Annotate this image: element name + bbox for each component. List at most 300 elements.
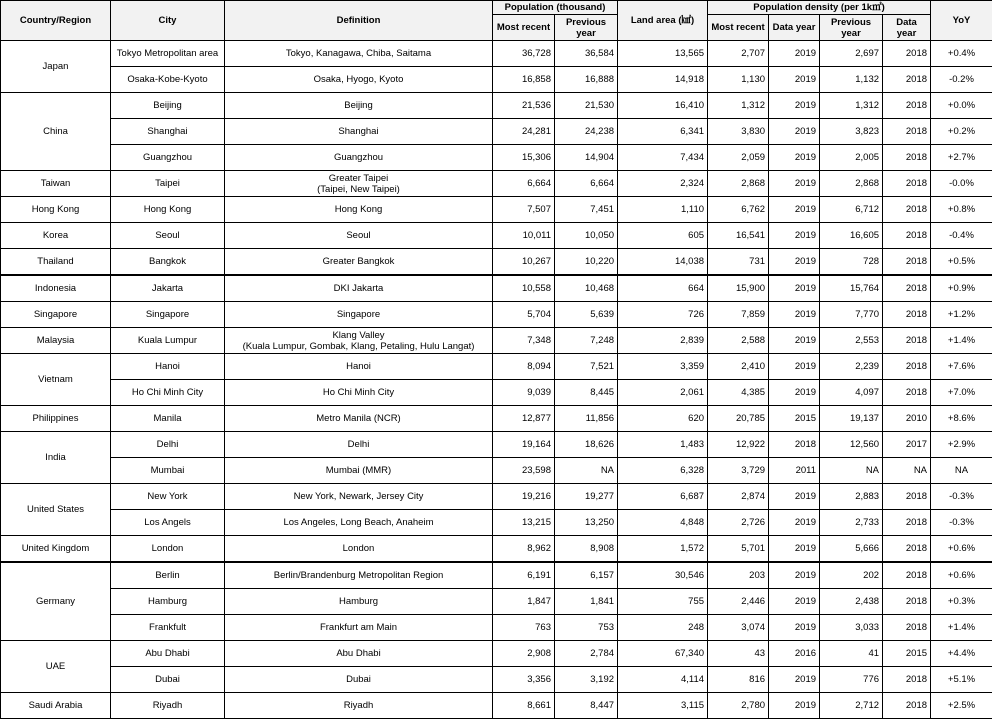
pop-previous-cell: 10,220 (555, 249, 618, 276)
pop-previous-cell: 11,856 (555, 406, 618, 432)
data-year-prev-cell: 2018 (883, 67, 931, 93)
pop-previous-cell: 6,664 (555, 171, 618, 197)
country-cell: Korea (1, 223, 111, 249)
yoy-cell: -0.3% (931, 484, 992, 510)
land-area-cell: 2,839 (618, 328, 708, 354)
table-row (1, 406, 992, 432)
header-data-year: Data year (769, 15, 820, 41)
table-row (1, 641, 992, 667)
table-row (1, 589, 992, 615)
data-year-cell: 2019 (769, 562, 820, 589)
density-previous-cell: 4,097 (820, 380, 883, 406)
pop-previous-cell: 753 (555, 615, 618, 641)
city-cell: London (111, 536, 225, 563)
density-previous-cell: 41 (820, 641, 883, 667)
density-recent-cell: 203 (708, 562, 769, 589)
yoy-cell: -0.3% (931, 510, 992, 536)
header-pop-recent: Most recent (493, 15, 555, 41)
yoy-cell: +8.6% (931, 406, 992, 432)
density-previous-cell: 2,883 (820, 484, 883, 510)
yoy-cell: +0.8% (931, 197, 992, 223)
header-pop-previous: Previous year (555, 15, 618, 41)
land-area-cell: 3,115 (618, 693, 708, 719)
pop-recent-cell: 8,962 (493, 536, 555, 563)
density-previous-cell: 16,605 (820, 223, 883, 249)
definition-cell: Singapore (225, 302, 493, 328)
country-cell: Germany (1, 562, 111, 641)
pop-previous-cell: 21,530 (555, 93, 618, 119)
pop-previous-cell: NA (555, 458, 618, 484)
yoy-cell: +0.5% (931, 249, 992, 276)
header-definition: Definition (225, 1, 493, 41)
table-row (1, 693, 992, 719)
table-row (1, 302, 992, 328)
pop-recent-cell: 16,858 (493, 67, 555, 93)
pop-previous-cell: 36,584 (555, 41, 618, 67)
country-cell: United States (1, 484, 111, 536)
density-recent-cell: 816 (708, 667, 769, 693)
data-year-cell: 2019 (769, 302, 820, 328)
city-cell: Osaka-Kobe-Kyoto (111, 67, 225, 93)
land-area-cell: 1,572 (618, 536, 708, 563)
definition-cell: Guangzhou (225, 145, 493, 171)
data-year-prev-cell: 2018 (883, 484, 931, 510)
land-area-cell: 1,483 (618, 432, 708, 458)
density-previous-cell: 776 (820, 667, 883, 693)
city-cell: Manila (111, 406, 225, 432)
pop-recent-cell: 2,908 (493, 641, 555, 667)
pop-previous-cell: 3,192 (555, 667, 618, 693)
land-area-cell: 664 (618, 275, 708, 302)
density-previous-cell: 202 (820, 562, 883, 589)
definition-cell: Abu Dhabi (225, 641, 493, 667)
data-year-cell: 2019 (769, 119, 820, 145)
density-previous-cell: 2,712 (820, 693, 883, 719)
data-year-cell: 2019 (769, 354, 820, 380)
yoy-cell: +5.1% (931, 667, 992, 693)
yoy-cell: +0.3% (931, 589, 992, 615)
country-cell: Singapore (1, 302, 111, 328)
definition-cell: Mumbai (MMR) (225, 458, 493, 484)
data-year-cell: 2019 (769, 328, 820, 354)
density-previous-cell: 2,868 (820, 171, 883, 197)
pop-recent-cell: 8,094 (493, 354, 555, 380)
country-cell: Indonesia (1, 275, 111, 302)
definition-cell: Greater Bangkok (225, 249, 493, 276)
data-year-cell: 2016 (769, 641, 820, 667)
density-recent-cell: 43 (708, 641, 769, 667)
table-row (1, 249, 992, 276)
data-year-cell: 2019 (769, 484, 820, 510)
data-year-prev-cell: 2018 (883, 119, 931, 145)
city-cell: Delhi (111, 432, 225, 458)
header-density: Population density (per 1k㎡) (708, 1, 931, 15)
country-cell: Taiwan (1, 171, 111, 197)
yoy-cell: +1.4% (931, 615, 992, 641)
yoy-cell: +2.7% (931, 145, 992, 171)
data-year-prev-cell: 2018 (883, 693, 931, 719)
pop-recent-cell: 3,356 (493, 667, 555, 693)
density-recent-cell: 2,874 (708, 484, 769, 510)
pop-previous-cell: 14,904 (555, 145, 618, 171)
table-row (1, 145, 992, 171)
density-previous-cell: 2,239 (820, 354, 883, 380)
density-recent-cell: 2,868 (708, 171, 769, 197)
data-year-prev-cell: 2015 (883, 641, 931, 667)
data-year-prev-cell: 2017 (883, 432, 931, 458)
land-area-cell: 2,061 (618, 380, 708, 406)
land-area-cell: 14,038 (618, 249, 708, 276)
density-previous-cell: 728 (820, 249, 883, 276)
density-previous-cell: NA (820, 458, 883, 484)
yoy-cell: +1.4% (931, 328, 992, 354)
density-recent-cell: 731 (708, 249, 769, 276)
country-cell: Vietnam (1, 354, 111, 406)
data-year-cell: 2019 (769, 145, 820, 171)
density-recent-cell: 16,541 (708, 223, 769, 249)
pop-recent-cell: 24,281 (493, 119, 555, 145)
yoy-cell: +7.6% (931, 354, 992, 380)
land-area-cell: 605 (618, 223, 708, 249)
density-previous-cell: 12,560 (820, 432, 883, 458)
definition-detail: (Kuala Lumpur, Gombak, Klang, Petaling, Hulu Langat) (242, 340, 475, 352)
data-year-cell: 2011 (769, 458, 820, 484)
land-area-cell: 755 (618, 589, 708, 615)
data-year-cell: 2018 (769, 432, 820, 458)
definition-line: Greater Taipei (328, 172, 389, 184)
data-year-prev-cell: 2018 (883, 328, 931, 354)
yoy-cell: +0.6% (931, 562, 992, 589)
data-year-cell: 2015 (769, 406, 820, 432)
density-previous-cell: 15,764 (820, 275, 883, 302)
country-cell: Hong Kong (1, 197, 111, 223)
data-year-prev-cell: 2018 (883, 354, 931, 380)
header-population: Population (thousand) (493, 1, 618, 15)
density-recent-cell: 2,059 (708, 145, 769, 171)
definition-cell: Hong Kong (225, 197, 493, 223)
pop-previous-cell: 19,277 (555, 484, 618, 510)
density-recent-cell: 3,830 (708, 119, 769, 145)
city-cell: Mumbai (111, 458, 225, 484)
density-recent-cell: 3,729 (708, 458, 769, 484)
density-recent-cell: 1,312 (708, 93, 769, 119)
yoy-cell: +0.2% (931, 119, 992, 145)
density-recent-cell: 6,762 (708, 197, 769, 223)
city-cell: Hong Kong (111, 197, 225, 223)
data-year-prev-cell: 2018 (883, 302, 931, 328)
country-cell: Malaysia (1, 328, 111, 354)
city-cell: Shanghai (111, 119, 225, 145)
definition-cell: Tokyo, Kanagawa, Chiba, Saitama (225, 41, 493, 67)
header-yoy: YoY (931, 1, 992, 41)
pop-previous-cell: 8,445 (555, 380, 618, 406)
data-year-cell: 2019 (769, 93, 820, 119)
city-cell: Kuala Lumpur (111, 328, 225, 354)
pop-previous-cell: 5,639 (555, 302, 618, 328)
density-recent-cell: 2,780 (708, 693, 769, 719)
density-previous-cell: 2,438 (820, 589, 883, 615)
header-city: City (111, 1, 225, 41)
city-cell: Seoul (111, 223, 225, 249)
definition-cell: Dubai (225, 667, 493, 693)
density-previous-cell: 2,733 (820, 510, 883, 536)
pop-recent-cell: 15,306 (493, 145, 555, 171)
pop-previous-cell: 18,626 (555, 432, 618, 458)
data-year-prev-cell: 2018 (883, 223, 931, 249)
country-cell: India (1, 432, 111, 484)
pop-recent-cell: 7,507 (493, 197, 555, 223)
pop-recent-cell: 8,661 (493, 693, 555, 719)
pop-recent-cell: 6,664 (493, 171, 555, 197)
density-recent-cell: 5,701 (708, 536, 769, 563)
pop-recent-cell: 763 (493, 615, 555, 641)
data-year-prev-cell: 2018 (883, 171, 931, 197)
data-year-cell: 2019 (769, 171, 820, 197)
header-land-area: Land area (㎢) (618, 1, 708, 41)
definition-line: Klang Valley (332, 329, 385, 341)
city-cell: Frankfult (111, 615, 225, 641)
yoy-cell: +0.6% (931, 536, 992, 563)
table-row (1, 93, 992, 119)
land-area-cell: 1,110 (618, 197, 708, 223)
pop-previous-cell: 10,468 (555, 275, 618, 302)
data-year-cell: 2019 (769, 510, 820, 536)
header-country: Country/Region (1, 1, 111, 41)
data-year-cell: 2019 (769, 223, 820, 249)
definition-cell: Frankfurt am Main (225, 615, 493, 641)
pop-recent-cell: 10,011 (493, 223, 555, 249)
data-year-prev-cell: 2018 (883, 667, 931, 693)
pop-previous-cell: 7,248 (555, 328, 618, 354)
land-area-cell: 14,918 (618, 67, 708, 93)
land-area-cell: 30,546 (618, 562, 708, 589)
pop-previous-cell: 1,841 (555, 589, 618, 615)
pop-recent-cell: 1,847 (493, 589, 555, 615)
city-cell: Singapore (111, 302, 225, 328)
table-row (1, 119, 992, 145)
pop-recent-cell: 12,877 (493, 406, 555, 432)
land-area-cell: 6,341 (618, 119, 708, 145)
land-area-cell: 6,328 (618, 458, 708, 484)
yoy-cell: +4.4% (931, 641, 992, 667)
density-recent-cell: 2,707 (708, 41, 769, 67)
density-recent-cell: 1,130 (708, 67, 769, 93)
land-area-cell: 7,434 (618, 145, 708, 171)
data-year-prev-cell: 2018 (883, 275, 931, 302)
header-data-year-prev: Data year (883, 15, 931, 41)
table-row (1, 380, 992, 406)
definition-cell: Beijing (225, 93, 493, 119)
density-previous-cell: 19,137 (820, 406, 883, 432)
definition-cell: Berlin/Brandenburg Metropolitan Region (225, 562, 493, 589)
land-area-cell: 13,565 (618, 41, 708, 67)
density-recent-cell: 20,785 (708, 406, 769, 432)
pop-previous-cell: 8,908 (555, 536, 618, 563)
density-recent-cell: 2,588 (708, 328, 769, 354)
land-area-cell: 16,410 (618, 93, 708, 119)
data-year-cell: 2019 (769, 41, 820, 67)
density-previous-cell: 3,033 (820, 615, 883, 641)
land-area-cell: 248 (618, 615, 708, 641)
yoy-cell: NA (931, 458, 992, 484)
data-year-cell: 2019 (769, 667, 820, 693)
definition-cell: London (225, 536, 493, 563)
data-year-prev-cell: 2018 (883, 249, 931, 276)
definition-cell (225, 328, 493, 354)
pop-previous-cell: 16,888 (555, 67, 618, 93)
pop-recent-cell: 5,704 (493, 302, 555, 328)
country-cell: Japan (1, 41, 111, 93)
data-year-prev-cell: 2018 (883, 41, 931, 67)
density-previous-cell: 1,312 (820, 93, 883, 119)
pop-recent-cell: 6,191 (493, 562, 555, 589)
table-row (1, 354, 992, 380)
data-year-prev-cell: 2018 (883, 380, 931, 406)
data-year-prev-cell: 2010 (883, 406, 931, 432)
city-cell: Dubai (111, 667, 225, 693)
yoy-cell: +0.9% (931, 275, 992, 302)
table-row (1, 41, 992, 67)
data-year-prev-cell: 2018 (883, 510, 931, 536)
city-cell: Guangzhou (111, 145, 225, 171)
pop-recent-cell: 7,348 (493, 328, 555, 354)
definition-cell: New York, Newark, Jersey City (225, 484, 493, 510)
header-dens-recent: Most recent (708, 15, 769, 41)
density-recent-cell: 2,410 (708, 354, 769, 380)
density-recent-cell: 7,859 (708, 302, 769, 328)
density-previous-cell: 5,666 (820, 536, 883, 563)
table-row (1, 484, 992, 510)
pop-previous-cell: 10,050 (555, 223, 618, 249)
yoy-cell: -0.2% (931, 67, 992, 93)
data-year-prev-cell: 2018 (883, 197, 931, 223)
yoy-cell: -0.4% (931, 223, 992, 249)
yoy-cell: +0.0% (931, 93, 992, 119)
pop-recent-cell: 9,039 (493, 380, 555, 406)
definition-cell: Osaka, Hyogo, Kyoto (225, 67, 493, 93)
table-row (1, 275, 992, 302)
data-year-cell: 2019 (769, 275, 820, 302)
definition-cell: Metro Manila (NCR) (225, 406, 493, 432)
data-year-prev-cell: 2018 (883, 536, 931, 563)
table-row (1, 536, 992, 563)
pop-previous-cell: 6,157 (555, 562, 618, 589)
pop-recent-cell: 19,164 (493, 432, 555, 458)
definition-cell: Hanoi (225, 354, 493, 380)
density-previous-cell: 2,005 (820, 145, 883, 171)
yoy-cell: +0.4% (931, 41, 992, 67)
density-recent-cell: 15,900 (708, 275, 769, 302)
definition-cell: DKI Jakarta (225, 275, 493, 302)
table-header (1, 1, 992, 41)
city-cell: Los Angels (111, 510, 225, 536)
city-cell: Beijing (111, 93, 225, 119)
data-year-cell: 2019 (769, 197, 820, 223)
country-cell: Philippines (1, 406, 111, 432)
land-area-cell: 6,687 (618, 484, 708, 510)
definition-detail: (Taipei, New Taipei) (317, 183, 400, 195)
city-cell: Hamburg (111, 589, 225, 615)
city-cell: Berlin (111, 562, 225, 589)
density-previous-cell: 7,770 (820, 302, 883, 328)
pop-previous-cell: 7,451 (555, 197, 618, 223)
table-row (1, 67, 992, 93)
yoy-cell: -0.0% (931, 171, 992, 197)
city-cell: Abu Dhabi (111, 641, 225, 667)
yoy-cell: +1.2% (931, 302, 992, 328)
pop-recent-cell: 19,216 (493, 484, 555, 510)
data-year-cell: 2019 (769, 589, 820, 615)
city-cell: Bangkok (111, 249, 225, 276)
definition-cell: Los Angeles, Long Beach, Anaheim (225, 510, 493, 536)
city-cell: Hanoi (111, 354, 225, 380)
country-cell: UAE (1, 641, 111, 693)
definition-cell: Riyadh (225, 693, 493, 719)
country-cell: United Kingdom (1, 536, 111, 563)
definition-cell: Ho Chi Minh City (225, 380, 493, 406)
city-cell: Taipei (111, 171, 225, 197)
land-area-cell: 2,324 (618, 171, 708, 197)
city-cell: Jakarta (111, 275, 225, 302)
data-year-prev-cell: NA (883, 458, 931, 484)
land-area-cell: 4,114 (618, 667, 708, 693)
density-previous-cell: 2,553 (820, 328, 883, 354)
definition-cell (225, 171, 493, 197)
table-body (1, 41, 992, 719)
data-year-prev-cell: 2018 (883, 145, 931, 171)
pop-previous-cell: 7,521 (555, 354, 618, 380)
land-area-cell: 3,359 (618, 354, 708, 380)
data-year-cell: 2019 (769, 536, 820, 563)
country-cell: China (1, 93, 111, 171)
yoy-cell: +7.0% (931, 380, 992, 406)
table-row (1, 615, 992, 641)
table-row (1, 458, 992, 484)
country-cell: Thailand (1, 249, 111, 276)
table-row (1, 223, 992, 249)
pop-recent-cell: 23,598 (493, 458, 555, 484)
table-row (1, 432, 992, 458)
data-year-cell: 2019 (769, 249, 820, 276)
city-cell: Tokyo Metropolitan area (111, 41, 225, 67)
density-previous-cell: 1,132 (820, 67, 883, 93)
density-previous-cell: 2,697 (820, 41, 883, 67)
data-year-prev-cell: 2018 (883, 589, 931, 615)
table-row (1, 197, 992, 223)
pop-recent-cell: 10,558 (493, 275, 555, 302)
definition-cell: Shanghai (225, 119, 493, 145)
land-area-cell: 67,340 (618, 641, 708, 667)
density-recent-cell: 12,922 (708, 432, 769, 458)
density-recent-cell: 4,385 (708, 380, 769, 406)
density-previous-cell: 3,823 (820, 119, 883, 145)
pop-previous-cell: 13,250 (555, 510, 618, 536)
table-row (1, 562, 992, 589)
pop-previous-cell: 8,447 (555, 693, 618, 719)
density-recent-cell: 3,074 (708, 615, 769, 641)
land-area-cell: 4,848 (618, 510, 708, 536)
country-cell: Saudi Arabia (1, 693, 111, 719)
table-row (1, 510, 992, 536)
definition-cell: Seoul (225, 223, 493, 249)
definition-cell: Delhi (225, 432, 493, 458)
header-dens-previous: Previous year (820, 15, 883, 41)
table-row (1, 667, 992, 693)
city-cell: Ho Chi Minh City (111, 380, 225, 406)
data-year-prev-cell: 2018 (883, 93, 931, 119)
data-year-prev-cell: 2018 (883, 562, 931, 589)
data-year-cell: 2019 (769, 615, 820, 641)
